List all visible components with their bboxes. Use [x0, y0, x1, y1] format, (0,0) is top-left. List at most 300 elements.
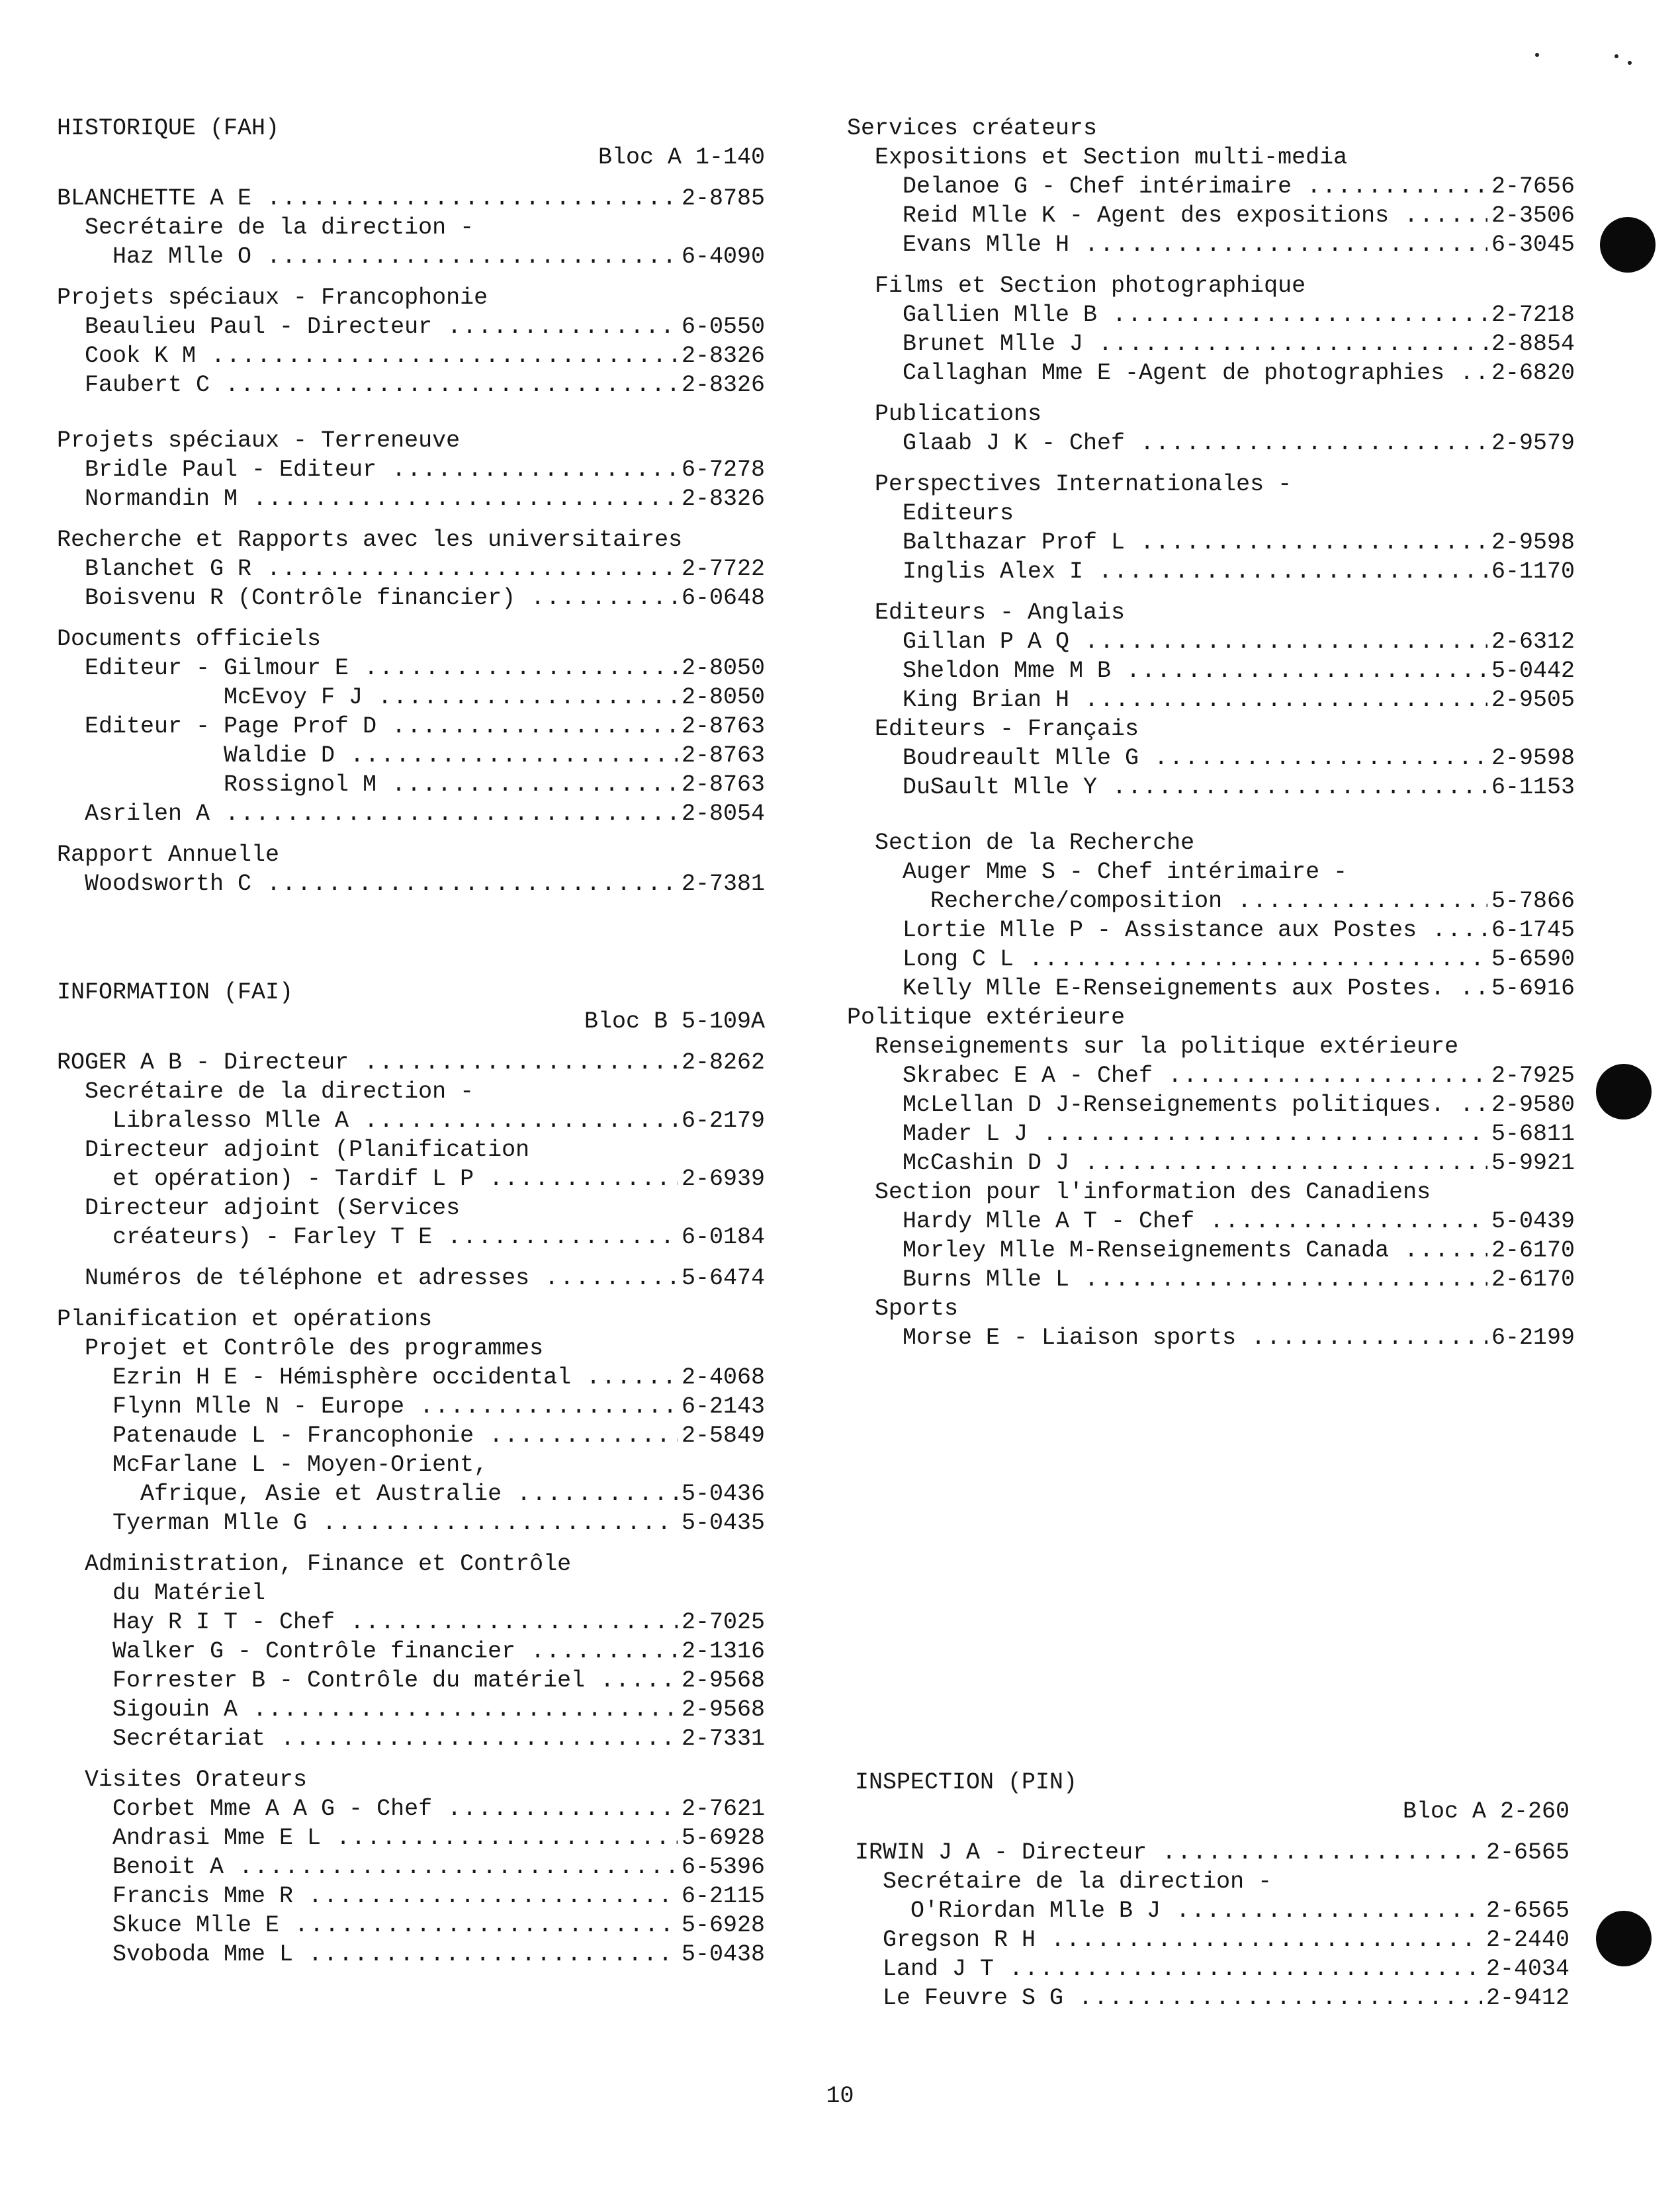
directory-entry: [57, 683, 765, 712]
directory-entry: [847, 627, 1575, 656]
directory-entry: [855, 1896, 1569, 1925]
entry-name: Faubert C .....: [85, 371, 765, 400]
directory-entry: [57, 1509, 765, 1538]
subsection-heading: [57, 426, 765, 455]
heading-text: McFarlane L - Moyen-Orient,: [112, 1452, 488, 1478]
directory-entry: [57, 1794, 765, 1823]
spacer: [57, 1293, 765, 1305]
entry-name: Waldie D .....: [224, 741, 765, 770]
directory-entry: [57, 712, 765, 741]
heading-text: Publications: [875, 401, 1042, 427]
directory-entry: [57, 312, 765, 341]
directory-entry: [847, 329, 1575, 359]
subsection-heading: [847, 271, 1575, 300]
directory-entry: [847, 1090, 1575, 1119]
entry-phone: 6-5396: [678, 1853, 765, 1882]
heading-text: Auger Mme S - Chef intérimaire -: [903, 859, 1348, 885]
entry-phone: 5-6474: [678, 1264, 765, 1293]
entry-phone: 2-8326: [678, 341, 765, 371]
entry-name: Long C L .....: [903, 945, 1575, 974]
entry-phone: 2-1316: [678, 1637, 765, 1666]
directory-entry: [847, 685, 1575, 715]
entry-phone: 5-6590: [1487, 945, 1575, 974]
entry-name: DuSault Mlle Y .....: [903, 773, 1575, 802]
entry-phone: 2-6312: [1487, 627, 1575, 656]
heading-text: Projets spéciaux - Francophonie: [57, 285, 488, 311]
subsection-heading: [57, 283, 765, 312]
entry-phone: 2-6170: [1487, 1265, 1575, 1294]
directory-entry: [847, 887, 1575, 916]
section-title: INSPECTION (PIN): [855, 1769, 1078, 1796]
heading-text: Directeur adjoint (Planification: [85, 1137, 530, 1163]
subsection-heading: [847, 715, 1575, 744]
entry-phone: 2-6170: [1487, 1236, 1575, 1265]
spacer: [847, 802, 1575, 828]
bloc-location: [57, 143, 765, 172]
directory-entry: [57, 1823, 765, 1853]
entry-phone: 5-0438: [678, 1940, 765, 1969]
entry-name: Balthazar Prof L .....: [903, 528, 1575, 557]
directory-entry: [57, 799, 765, 828]
subsection-heading: [847, 1294, 1575, 1323]
directory-entry: [57, 1363, 765, 1392]
spacer: [57, 898, 765, 978]
entry-name: Reid Mlle K - Agent des expositions .....: [903, 201, 1575, 230]
entry-phone: 2-2440: [1482, 1925, 1569, 1954]
spacer: [847, 586, 1575, 598]
entry-name: Callaghan Mme E -Agent de photographies .....: [903, 359, 1575, 388]
bloc-text: Bloc A 1-140: [597, 144, 765, 171]
entry-phone: 2-8785: [678, 184, 765, 213]
entry-name: Skuce Mlle E .....: [112, 1911, 765, 1940]
entry-name: Kelly Mlle E-Renseignements aux Postes. .....: [903, 974, 1575, 1003]
spacer: [57, 513, 765, 525]
entry-phone: 2-7331: [678, 1724, 765, 1753]
directory-entry: [57, 484, 765, 513]
entry-phone: 5-6916: [1487, 974, 1575, 1003]
entry-name: Rossignol M .....: [224, 770, 765, 799]
heading-text: Projets spéciaux - Terreneuve: [57, 427, 461, 454]
entry-phone: 2-9579: [1487, 429, 1575, 458]
entry-phone: 2-8054: [678, 799, 765, 828]
scan-speck: [1614, 54, 1618, 58]
entry-name: Sigouin A .....: [112, 1695, 765, 1724]
section-title: INFORMATION (FAI): [57, 979, 294, 1006]
bloc-location: [57, 1007, 765, 1036]
spacer: [57, 400, 765, 426]
directory-entry: [57, 1421, 765, 1450]
entry-name: Normandin M .....: [85, 484, 765, 513]
heading-text: Rapport Annuelle: [57, 842, 280, 868]
heading-text: Section pour l'information des Canadiens: [875, 1179, 1431, 1205]
entry-phone: 6-2199: [1487, 1323, 1575, 1352]
subsection-heading: [57, 1135, 765, 1164]
entry-name: et opération) - Tardif L P .....: [112, 1164, 765, 1194]
directory-entry: [855, 1984, 1569, 2013]
heading-text: Directeur adjoint (Services: [85, 1195, 461, 1221]
entry-phone: 2-8050: [678, 654, 765, 683]
entry-name: Flynn Mlle N - Europe .....: [112, 1392, 765, 1421]
subsection-heading: [847, 114, 1575, 143]
entry-name: Ezrin H E - Hémisphère occidental .....: [112, 1363, 765, 1392]
heading-text: Editeurs - Anglais: [875, 599, 1126, 626]
directory-entry: [847, 773, 1575, 802]
spacer: [847, 458, 1575, 470]
heading-text: Editeurs - Français: [875, 716, 1139, 742]
entry-phone: 6-1745: [1487, 916, 1575, 945]
heading-text: Renseignements sur la politique extérieure: [875, 1033, 1459, 1060]
entry-name: créateurs) - Farley T E .....: [112, 1223, 765, 1252]
subsection-heading: [57, 1334, 765, 1363]
spacer: [57, 1538, 765, 1550]
entry-phone: 2-6939: [678, 1164, 765, 1194]
spacer: [847, 259, 1575, 271]
heading-text: Expositions et Section multi-media: [875, 144, 1348, 171]
entry-name: Mader L J .....: [903, 1119, 1575, 1149]
entry-phone: 2-6565: [1482, 1896, 1569, 1925]
directory-entry: [57, 584, 765, 613]
directory-entry: [57, 654, 765, 683]
entry-name: Blanchet G R .....: [85, 554, 765, 584]
subsection-heading: [57, 1550, 765, 1579]
spacer: [57, 271, 765, 283]
entry-name: Hardy Mlle A T - Chef .....: [903, 1207, 1575, 1236]
entry-name: Land J T .....: [883, 1954, 1569, 1984]
entry-phone: 2-7656: [1487, 172, 1575, 201]
heading-text: Administration, Finance et Contrôle: [85, 1551, 572, 1577]
punch-hole: [1596, 1911, 1652, 1966]
heading-text: Sports: [875, 1295, 959, 1322]
entry-phone: 2-8326: [678, 484, 765, 513]
subsection-heading: [855, 1867, 1569, 1896]
left-column: [57, 114, 765, 1969]
entry-name: Gregson R H .....: [883, 1925, 1569, 1954]
entry-name: King Brian H .....: [903, 685, 1575, 715]
directory-entry: [57, 1882, 765, 1911]
spacer: [57, 828, 765, 840]
entry-phone: 2-8763: [678, 741, 765, 770]
directory-entry: [847, 656, 1575, 685]
entry-phone: 2-9580: [1487, 1090, 1575, 1119]
directory-entry: [57, 1724, 765, 1753]
entry-name: Andrasi Mme E L .....: [112, 1823, 765, 1853]
entry-name: Numéros de téléphone et adresses .....: [85, 1264, 765, 1293]
scan-speck: [1628, 61, 1632, 65]
subsection-heading: [847, 828, 1575, 857]
subsection-heading: [847, 1003, 1575, 1032]
directory-entry: [847, 1149, 1575, 1178]
subsection-heading: [57, 1579, 765, 1608]
entry-name: Glaab J K - Chef .....: [903, 429, 1575, 458]
entry-phone: 2-8854: [1487, 329, 1575, 359]
entry-phone: 5-7866: [1487, 887, 1575, 916]
entry-name: McCashin D J .....: [903, 1149, 1575, 1178]
entry-phone: 6-1153: [1487, 773, 1575, 802]
entry-phone: 2-4034: [1482, 1954, 1569, 1984]
entry-phone: 2-8326: [678, 371, 765, 400]
directory-entry: [57, 1164, 765, 1194]
directory-entry: [57, 1223, 765, 1252]
entry-name: Secrétariat .....: [112, 1724, 765, 1753]
directory-entry: [57, 1106, 765, 1135]
entry-name: Patenaude L - Francophonie .....: [112, 1421, 765, 1450]
subsection-heading: [57, 1077, 765, 1106]
heading-text: du Matériel: [112, 1580, 266, 1606]
directory-entry: [57, 1940, 765, 1969]
heading-text: Planification et opérations: [57, 1306, 433, 1333]
directory-entry: [847, 172, 1575, 201]
directory-entry: [855, 1954, 1569, 1984]
subsection-heading: [847, 143, 1575, 172]
directory-entry: [57, 1392, 765, 1421]
entry-name: Svoboda Mme L .....: [112, 1940, 765, 1969]
directory-entry: [57, 1911, 765, 1940]
punch-hole: [1596, 1064, 1652, 1119]
entry-phone: 2-7381: [678, 869, 765, 898]
heading-text: Documents officiels: [57, 626, 322, 652]
entry-phone: 2-6820: [1487, 359, 1575, 388]
directory-entry: [57, 1264, 765, 1293]
scan-speck: [1535, 53, 1539, 57]
entry-phone: 5-0436: [678, 1479, 765, 1509]
section-title: HISTORIQUE (FAH): [57, 115, 280, 142]
directory-entry: [57, 455, 765, 484]
directory-entry: [855, 1838, 1569, 1867]
directory-entry: [57, 1608, 765, 1637]
subsection-heading: [57, 840, 765, 869]
directory-entry: [57, 554, 765, 584]
subsection-heading: [847, 1178, 1575, 1207]
heading-text: Editeurs: [903, 500, 1014, 527]
entry-phone: 2-9568: [678, 1666, 765, 1695]
directory-entry: [847, 744, 1575, 773]
heading-text: Secrétaire de la direction -: [85, 1078, 474, 1105]
entry-name: Morse E - Liaison sports .....: [903, 1323, 1575, 1352]
entry-phone: 5-9921: [1487, 1149, 1575, 1178]
entry-phone: 2-7621: [678, 1794, 765, 1823]
entry-phone: 2-5849: [678, 1421, 765, 1450]
subsection-heading: [57, 525, 765, 554]
entry-phone: 2-3506: [1487, 201, 1575, 230]
directory-entry: [57, 741, 765, 770]
entry-name: Forrester B - Contrôle du matériel .....: [112, 1666, 765, 1695]
directory-entry: [847, 359, 1575, 388]
entry-phone: 6-4090: [678, 242, 765, 271]
entry-name: Lortie Mlle P - Assistance aux Postes .....: [903, 916, 1575, 945]
entry-name: Evans Mlle H .....: [903, 230, 1575, 259]
directory-entry: [855, 1925, 1569, 1954]
entry-name: Tyerman Mlle G .....: [112, 1509, 765, 1538]
directory-entry: [847, 1265, 1575, 1294]
entry-name: Corbet Mme A A G - Chef .....: [112, 1794, 765, 1823]
bloc-text: Bloc B 5-109A: [584, 1008, 765, 1035]
entry-name: Morley Mlle M-Renseignements Canada .....: [903, 1236, 1575, 1265]
entry-name: Woodsworth C .....: [85, 869, 765, 898]
entry-name: Inglis Alex I .....: [903, 557, 1575, 586]
entry-name: Asrilen A .....: [85, 799, 765, 828]
spacer: [57, 1753, 765, 1765]
entry-phone: 6-1170: [1487, 557, 1575, 586]
entry-name: Delanoe G - Chef intérimaire .....: [903, 172, 1575, 201]
entry-phone: 5-0435: [678, 1509, 765, 1538]
directory-entry: [57, 869, 765, 898]
entry-name: Recherche/composition .....: [930, 887, 1575, 916]
entry-name: Gillan P A Q .....: [903, 627, 1575, 656]
directory-entry: [57, 371, 765, 400]
section-header: [855, 1768, 1569, 1797]
entry-name: Editeur - Page Prof D .....: [85, 712, 765, 741]
entry-name: Benoit A .....: [112, 1853, 765, 1882]
entry-phone: 5-6811: [1487, 1119, 1575, 1149]
directory-entry: [57, 1479, 765, 1509]
entry-name: ROGER A B - Directeur .....: [57, 1048, 765, 1077]
directory-entry: [847, 557, 1575, 586]
entry-name: IRWIN J A - Directeur .....: [855, 1838, 1569, 1867]
heading-text: Secrétaire de la direction -: [883, 1868, 1272, 1895]
entry-name: Cook K M .....: [85, 341, 765, 371]
entry-name: Burns Mlle L .....: [903, 1265, 1575, 1294]
entry-phone: 5-0439: [1487, 1207, 1575, 1236]
entry-name: Walker G - Contrôle financier .....: [112, 1637, 765, 1666]
entry-phone: 6-3045: [1487, 230, 1575, 259]
subsection-heading: [847, 857, 1575, 887]
page-number: 10: [826, 2083, 854, 2109]
spacer: [847, 388, 1575, 400]
section-header: [57, 978, 765, 1007]
directory-entry: [57, 1695, 765, 1724]
subsection-heading: [847, 598, 1575, 627]
entry-name: Libralesso Mlle A .....: [112, 1106, 765, 1135]
entry-name: Haz Mlle O .....: [112, 242, 765, 271]
directory-entry: [847, 945, 1575, 974]
subsection-heading: [847, 499, 1575, 528]
spacer: [57, 172, 765, 184]
directory-entry: [847, 1119, 1575, 1149]
entry-name: Editeur - Gilmour E .....: [85, 654, 765, 683]
directory-entry: [57, 770, 765, 799]
entry-phone: 2-8050: [678, 683, 765, 712]
entry-phone: 2-7722: [678, 554, 765, 584]
entry-name: Boisvenu R (Contrôle financier) .....: [85, 584, 765, 613]
entry-phone: 6-2143: [678, 1392, 765, 1421]
directory-entry: [57, 1666, 765, 1695]
entry-phone: 2-4068: [678, 1363, 765, 1392]
entry-phone: 2-9598: [1487, 528, 1575, 557]
section-header: [57, 114, 765, 143]
entry-phone: 6-2179: [678, 1106, 765, 1135]
entry-phone: 2-6565: [1482, 1838, 1569, 1867]
directory-entry: [847, 528, 1575, 557]
inspection-section: [855, 1768, 1569, 2013]
heading-text: Politique extérieure: [847, 1004, 1126, 1031]
heading-text: Films et Section photographique: [875, 273, 1306, 299]
subsection-heading: [57, 213, 765, 242]
heading-text: Recherche et Rapports avec les universitaires: [57, 527, 683, 553]
right-column: [847, 114, 1575, 1352]
directory-entry: [847, 201, 1575, 230]
directory-entry: [57, 1853, 765, 1882]
bloc-text: Bloc A 2-260: [1402, 1798, 1569, 1825]
directory-entry: [847, 1323, 1575, 1352]
bloc-location: [855, 1797, 1569, 1826]
entry-phone: 6-0648: [678, 584, 765, 613]
heading-text: Visites Orateurs: [85, 1767, 308, 1793]
entry-name: BLANCHETTE A E .....: [57, 184, 765, 213]
directory-entry: [847, 429, 1575, 458]
entry-phone: 2-8262: [678, 1048, 765, 1077]
directory-entry: [57, 1048, 765, 1077]
entry-name: Afrique, Asie et Australie .....: [140, 1479, 765, 1509]
entry-phone: 2-7925: [1487, 1061, 1575, 1090]
entry-name: Francis Mme R .....: [112, 1882, 765, 1911]
directory-entry: [847, 916, 1575, 945]
subsection-heading: [847, 1032, 1575, 1061]
entry-phone: 2-7218: [1487, 300, 1575, 329]
directory-entry: [847, 974, 1575, 1003]
directory-entry: [57, 242, 765, 271]
directory-entry: [57, 341, 765, 371]
entry-name: Sheldon Mme M B .....: [903, 656, 1575, 685]
subsection-heading: [57, 625, 765, 654]
directory-entry: [57, 184, 765, 213]
entry-name: O'Riordan Mlle B J .....: [910, 1896, 1569, 1925]
entry-name: Boudreault Mlle G .....: [903, 744, 1575, 773]
spacer: [57, 613, 765, 625]
heading-text: Section de la Recherche: [875, 830, 1195, 856]
directory-entry: [847, 1061, 1575, 1090]
entry-phone: 6-0184: [678, 1223, 765, 1252]
entry-name: McLellan D J-Renseignements politiques. .....: [903, 1090, 1575, 1119]
spacer: [855, 1826, 1569, 1838]
entry-phone: 2-9505: [1487, 685, 1575, 715]
subsection-heading: [57, 1450, 765, 1479]
entry-phone: 5-6928: [678, 1823, 765, 1853]
directory-entry: [847, 1207, 1575, 1236]
entry-phone: 2-9598: [1487, 744, 1575, 773]
entry-name: Hay R I T - Chef .....: [112, 1608, 765, 1637]
entry-name: Gallien Mlle B .....: [903, 300, 1575, 329]
directory-entry: [847, 300, 1575, 329]
entry-name: Brunet Mlle J .....: [903, 329, 1575, 359]
entry-name: Le Feuvre S G .....: [883, 1984, 1569, 2013]
entry-phone: 6-0550: [678, 312, 765, 341]
spacer: [57, 1036, 765, 1048]
entry-name: McEvoy F J .....: [224, 683, 765, 712]
heading-text: Projet et Contrôle des programmes: [85, 1335, 544, 1362]
entry-phone: 5-6928: [678, 1911, 765, 1940]
subsection-heading: [57, 1305, 765, 1334]
subsection-heading: [57, 1765, 765, 1794]
entry-name: Bridle Paul - Editeur .....: [85, 455, 765, 484]
entry-phone: 6-7278: [678, 455, 765, 484]
spacer: [57, 1252, 765, 1264]
subsection-heading: [847, 470, 1575, 499]
heading-text: Services créateurs: [847, 115, 1098, 142]
entry-phone: 2-9568: [678, 1695, 765, 1724]
directory-entry: [57, 1637, 765, 1666]
entry-phone: 2-9412: [1482, 1984, 1569, 2013]
entry-phone: 2-8763: [678, 712, 765, 741]
punch-hole: [1600, 217, 1656, 273]
entry-phone: 2-7025: [678, 1608, 765, 1637]
heading-text: Secrétaire de la direction -: [85, 214, 474, 241]
directory-entry: [847, 1236, 1575, 1265]
entry-name: Skrabec E A - Chef .....: [903, 1061, 1575, 1090]
subsection-heading: [57, 1194, 765, 1223]
entry-name: Beaulieu Paul - Directeur .....: [85, 312, 765, 341]
entry-phone: 2-8763: [678, 770, 765, 799]
subsection-heading: [847, 400, 1575, 429]
